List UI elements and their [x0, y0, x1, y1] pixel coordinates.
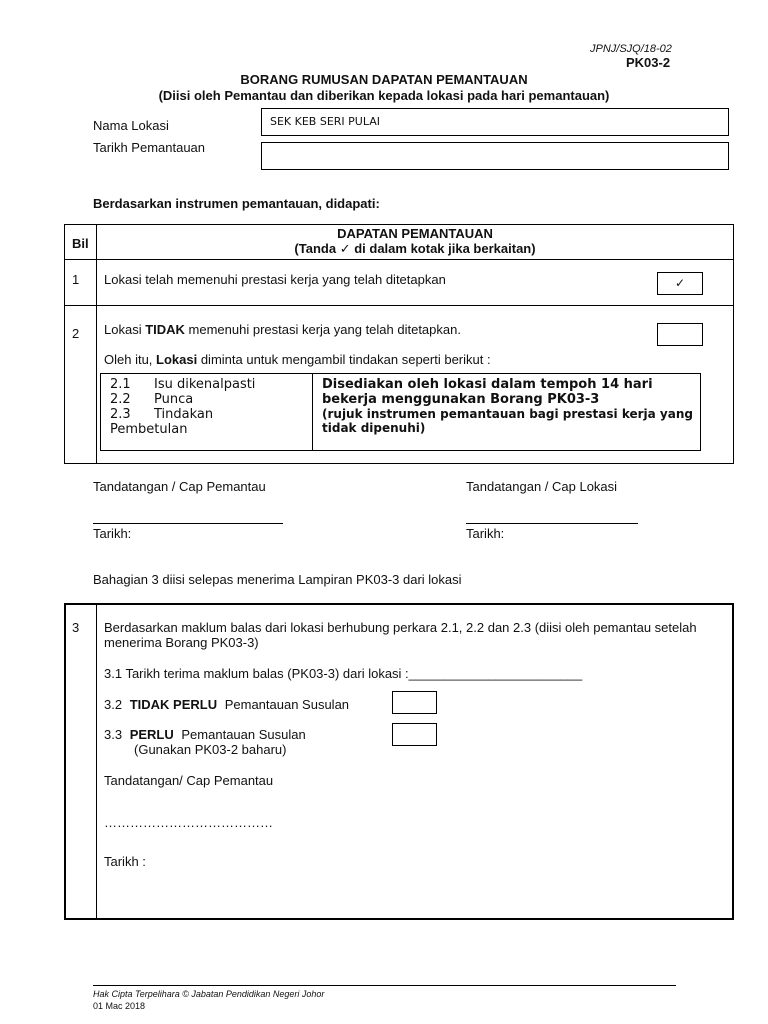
- not-required-checkbox[interactable]: [392, 691, 437, 714]
- followup-table-divider: [96, 603, 97, 920]
- column-findings-subheader: [96, 241, 734, 257]
- page-subtitle: (Diisi oleh Pemantau dan diberikan kepada lokasi pada hari pemantauan): [158, 88, 610, 103]
- monitor-signature-line[interactable]: [93, 523, 283, 524]
- section3-date-label: Tarikh :: [104, 854, 146, 869]
- findings-table-row-line: [64, 305, 734, 306]
- item-3-3: [104, 727, 306, 742]
- item-3-1: 3.1 Tarikh terima maklum balas (PK03-3) dari lokasi :________________________: [104, 666, 583, 681]
- item-3-3-number: 3.3: [104, 727, 123, 742]
- location-date-label: Tarikh:: [466, 526, 505, 541]
- date-field[interactable]: [261, 142, 729, 170]
- row1-text: Lokasi telah memenuhi prestasi kerja yang telah ditetapkan: [104, 272, 446, 287]
- form-code: PK03-2: [626, 55, 671, 70]
- row2-text-pre: Lokasi: [104, 322, 146, 337]
- action-text-bold: Lokasi: [156, 352, 198, 367]
- item-3-2-text: Pemantauan Susulan: [224, 697, 350, 712]
- action-item: 2.1 Isu dikenalpasti: [110, 377, 256, 392]
- action-item-list: [110, 377, 255, 437]
- footer-date: 01 Mac 2018: [93, 1001, 146, 1011]
- row1-number: 1: [72, 272, 80, 287]
- column-bil-header: Bil: [72, 236, 89, 251]
- row2-checkbox[interactable]: [657, 323, 703, 346]
- followup-table: [64, 603, 734, 920]
- action-note-main: Disediakan oleh lokasi dalam tempoh 14 hari bekerja menggunakan Borang PK03-3: [322, 377, 653, 407]
- item-3-3-subtext: (Gunakan PK03-2 baharu): [134, 742, 287, 757]
- findings-table-header-line: [64, 259, 734, 260]
- part3-note: Bahagian 3 diisi selepas menerima Lampiran PK03-3 dari lokasi: [93, 572, 462, 587]
- column-findings-header: DAPATAN PEMANTAUAN: [337, 226, 493, 241]
- monitor-date-label: Tarikh:: [93, 526, 132, 541]
- reference-code: JPNJ/SJQ/18-02: [590, 43, 672, 55]
- action-item: 2.2 Punca: [110, 392, 194, 407]
- location-label: Nama Lokasi: [93, 118, 169, 133]
- page-title: BORANG RUMUSAN DAPATAN PEMANTAUAN: [240, 72, 528, 87]
- monitor-signature-label: Tandatangan / Cap Pemantau: [93, 479, 266, 494]
- location-signature-line[interactable]: [466, 523, 638, 524]
- section3-number: 3: [72, 620, 80, 635]
- footer-divider: [93, 985, 676, 986]
- row2-action-text: [104, 352, 491, 367]
- action-item: 2.3 Tindakan: [110, 407, 214, 422]
- action-note-sub: (rujuk instrumen pemantauan bagi prestasi kerja yang tidak dipenuhi): [322, 407, 693, 435]
- action-text-pre: Oleh itu,: [104, 352, 157, 367]
- row2-text-bold: TIDAK: [145, 322, 185, 337]
- subheader-text-post: di dalam kotak jika berkaitan): [354, 241, 536, 256]
- subheader-text-pre: (Tanda: [294, 241, 337, 256]
- section3-signature-dots[interactable]: …………………………………: [104, 815, 273, 830]
- footer-copyright: Hak Cipta Terpelihara © Jabatan Pendidikan Negeri Johor: [93, 989, 325, 999]
- row2-number: 2: [72, 326, 80, 341]
- action-text-post: diminta untuk mengambil tindakan seperti berikut :: [197, 352, 491, 367]
- row1-checkbox[interactable]: ✓: [657, 272, 703, 295]
- item-3-3-text: Pemantauan Susulan: [181, 727, 306, 742]
- item-3-2-bold: TIDAK PERLU: [129, 697, 218, 712]
- required-checkbox[interactable]: [392, 723, 437, 746]
- row2-text: [104, 322, 461, 337]
- findings-table-divider: [96, 224, 97, 464]
- action-item-tail: Pembetulan: [110, 422, 188, 437]
- row2-text-post: memenuhi prestasi kerja yang telah ditetapkan.: [184, 322, 461, 337]
- item-3-2-number: 3.2: [104, 697, 123, 712]
- section3-intro: Berdasarkan maklum balas dari lokasi berhubung perkara 2.1, 2.2 dan 2.3 (diisi oleh pemantau setelah menerima Borang PK03-3): [104, 620, 697, 650]
- item-3-3-bold: PERLU: [129, 727, 174, 742]
- location-field[interactable]: SEK KEB SERI PULAI: [261, 108, 729, 136]
- date-label: Tarikh Pemantauan: [93, 140, 206, 155]
- item-3-2: [104, 697, 349, 712]
- section3-signature-label: Tandatangan/ Cap Pemantau: [104, 773, 274, 788]
- location-signature-label: Tandatangan / Cap Lokasi: [466, 479, 618, 494]
- checkmark-icon: ✓: [339, 242, 351, 257]
- intro-text: Berdasarkan instrumen pemantauan, didapati:: [93, 196, 380, 211]
- action-box-divider: [312, 373, 313, 451]
